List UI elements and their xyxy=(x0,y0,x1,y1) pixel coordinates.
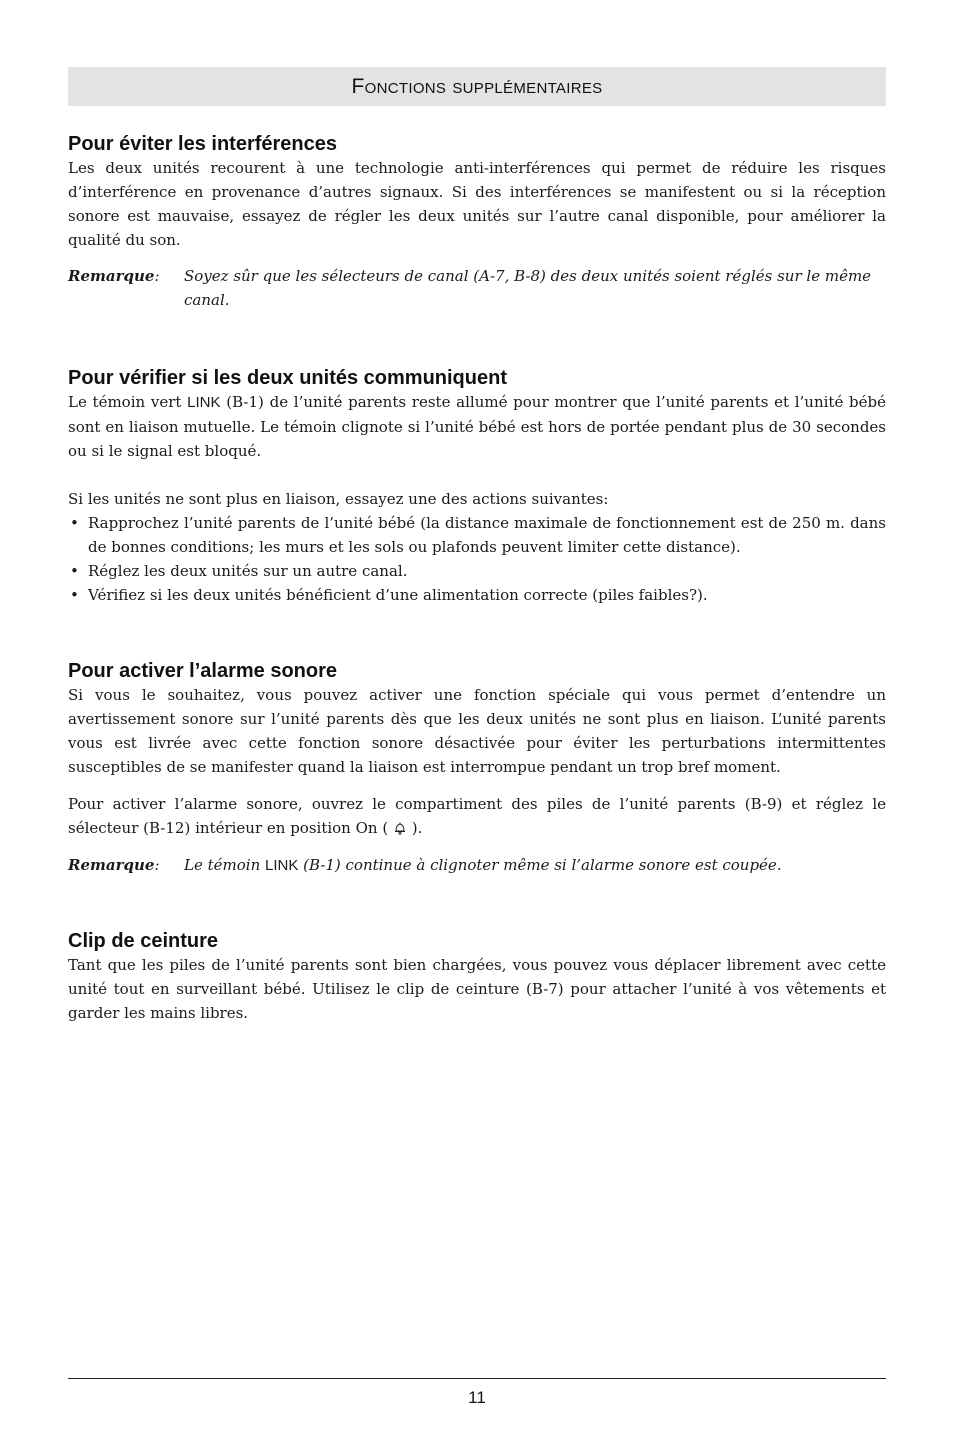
section-alarm xyxy=(68,659,886,878)
section-interference xyxy=(68,132,886,312)
page-number: 11 xyxy=(468,1388,486,1407)
section-clip xyxy=(68,929,886,1025)
bell-icon xyxy=(393,818,407,832)
paragraph-link: Le témoin vert LINK (B-1) de l’unité parents reste allumé pour montrer que l’unité parents et l’unité bébé sont en liaison mutuelle. Le témoin clignote si l’unité bébé est hors de portée pendant plus de 30 secondes ou si le signal est bloqué. xyxy=(68,393,886,460)
heading-link: Pour vérifier si les deux unités communiquent xyxy=(68,367,507,389)
paragraph-alarm-2: Pour activer l’alarme sonore, ouvrez le compartiment des piles de l’unité parents (B-9) et réglez le sélecteur (B-12) intérieur en position On ( ). xyxy=(68,795,886,837)
banner-title: Fonctions supplémentaires xyxy=(351,75,603,98)
section-link xyxy=(68,366,886,607)
paragraph-interference: Les deux unités recourent à une technologie anti-interférences qui permet de réduire les risques d’interférence en provenance d’autres signaux. Si des interférences se manifestent ou si la réception sonore est mauvaise, essayez de régler les deux unités sur l’autre canal disponible, pour améliorer la qualité du son. xyxy=(68,159,886,249)
paragraph-alarm-1: Si vous le souhaitez, vous pouvez activer une fonction spéciale qui vous permet d’entendre un avertissement sonore sur l’unité parents dès que les deux unités ne sont plus en liaison. L’unité parents vous est livrée avec cette fonction sonore désactivée pour éviter les perturbations intermittentes susceptibles de se manifester quand la liaison est interrompue pendant un trop bref moment. xyxy=(68,686,886,776)
heading-alarm: Pour activer l’alarme sonore xyxy=(68,660,338,682)
link-indicator-label: LINK xyxy=(265,857,299,874)
footer-rule xyxy=(68,1378,886,1379)
bullet-list xyxy=(68,511,886,607)
note-label: Remarque xyxy=(68,856,155,874)
paragraph-link-intro: Si les unités ne sont plus en liaison, essayez une des actions suivantes: xyxy=(68,490,609,508)
heading-interference: Pour éviter les interférences xyxy=(68,133,338,155)
note-text: Le témoin LINK (B-1) continue à clignoter même si l’alarme sonore est coupée. xyxy=(184,856,782,874)
list-item: • Réglez les deux unités sur un autre canal. xyxy=(68,559,886,583)
link-indicator-label: LINK xyxy=(187,394,221,411)
note-label: Remarque xyxy=(68,267,155,285)
note-interference: Remarque: Soyez sûr que les sélecteurs de canal (A-7, B-8) des deux unités soient réglés sur le même canal. xyxy=(68,264,886,312)
note-text: Soyez sûr que les sélecteurs de canal (A-7, B-8) des deux unités soient réglés sur le même canal. xyxy=(184,267,872,309)
paragraph-clip: Tant que les piles de l’unité parents sont bien chargées, vous pouvez vous déplacer librement avec cette unité tout en surveillant bébé. Utilisez le clip de ceinture (B-7) pour attacher l’unité à vos vêtements et garder les mains libres. xyxy=(68,956,886,1022)
section-banner xyxy=(68,67,886,106)
list-item: • Rapprochez l’unité parents de l’unité bébé (la distance maximale de fonctionnement est de 250 m. dans de bonnes conditions; les murs et les sols ou plafonds peuvent limiter cette distance). xyxy=(68,511,886,559)
heading-clip: Clip de ceinture xyxy=(68,930,219,952)
note-alarm: Remarque: Le témoin LINK (B-1) continue à clignoter même si l’alarme sonore est coupée. xyxy=(68,853,886,878)
list-item: • Vérifiez si les deux unités bénéficient d’une alimentation correcte (piles faibles?). xyxy=(68,583,886,607)
